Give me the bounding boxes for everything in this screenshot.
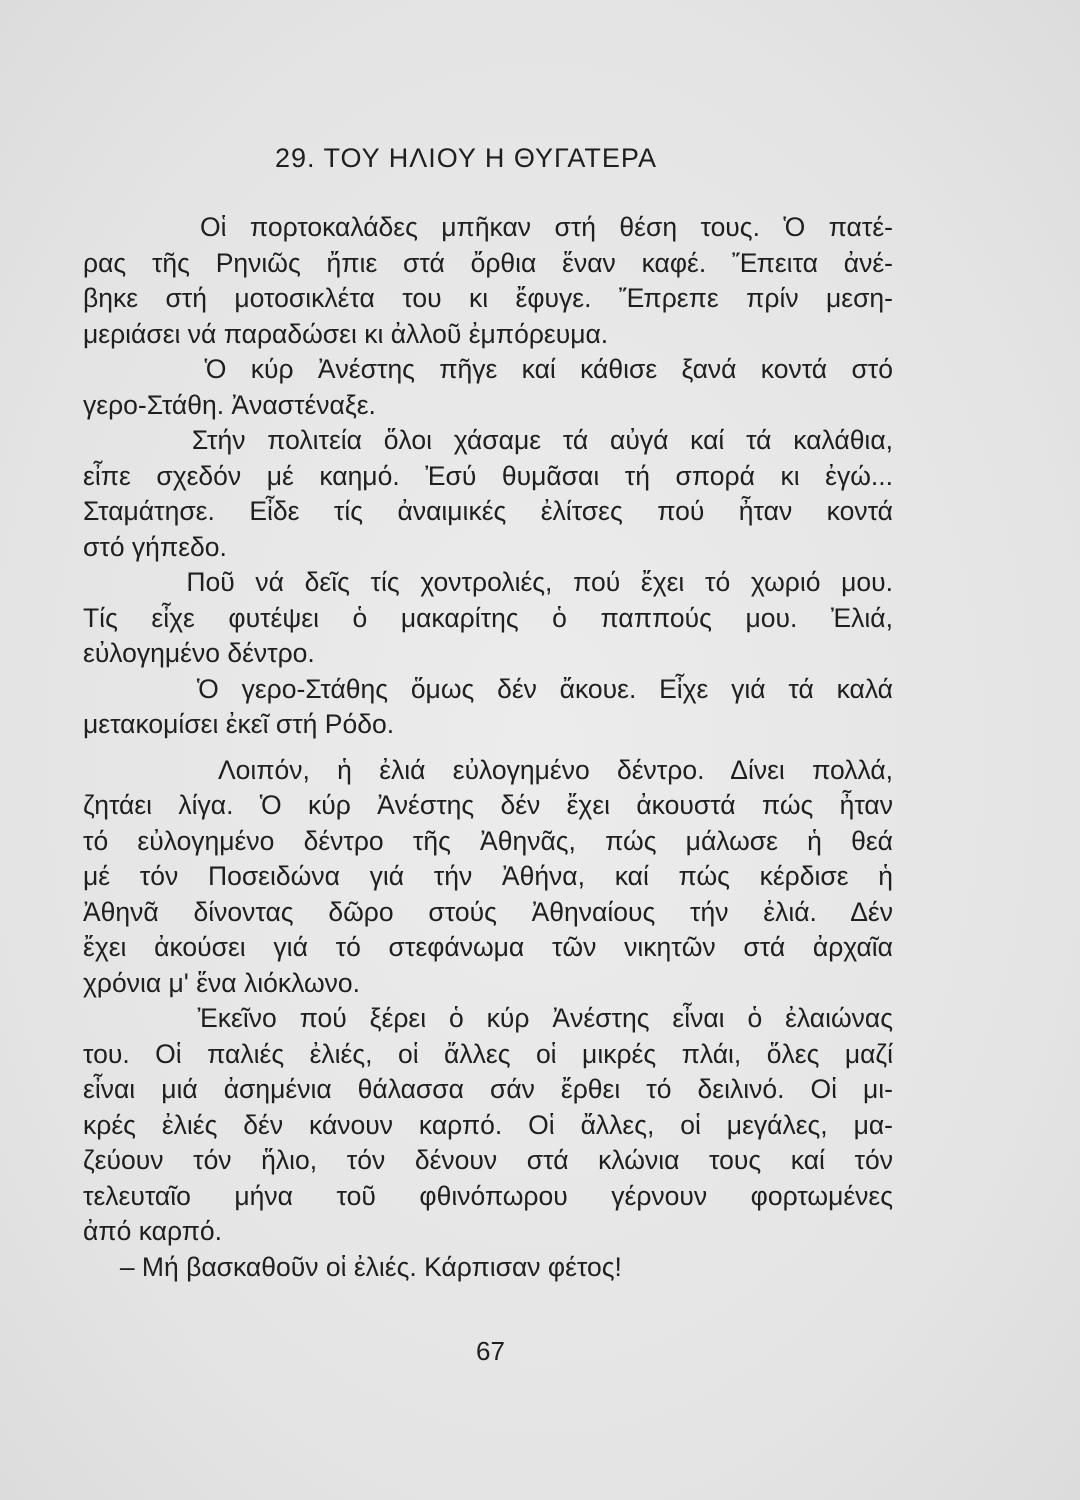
text-line: Σταμάτησε. Εἶδε τίς ἀναιμικές ἐλίτσες πού ἦταν κοντά xyxy=(83,496,893,526)
text-line: στό γήπεδο. xyxy=(83,531,227,562)
text-line: Ποῦ νά δεῖς τίς χοντρολιές, πού ἔχει τό χωριό μου. xyxy=(83,567,893,597)
text-line: Ὁ γερο-Στάθης ὅμως δέν ἄκουε. Εἶχε γιά τά καλά xyxy=(83,673,893,704)
text-line: Στήν πολιτεία ὅλοι χάσαμε τά αὐγά καί τά καλάθια, xyxy=(83,425,893,455)
text-line: εἶναι μιά ἀσημένια θάλασσα σάν ἔρθει τό δειλινό. Οἱ μι- xyxy=(83,1074,893,1104)
paragraph-gap xyxy=(83,743,893,753)
text-line: Τίς εἶχε φυτέψει ὁ μακαρίτης ὁ παππούς μου. Ἐλιά, xyxy=(83,602,893,633)
chapter-title: 29. ΤΟΥ ΗΛΙΟΥ Η ΘΥΓΑΤΕΡΑ xyxy=(275,143,657,173)
text-line: – Μή βασκαθοῦν οἱ ἐλιές. Κάρπισαν φέτος! xyxy=(83,1251,622,1282)
page-number: 67 xyxy=(476,1336,505,1366)
text-line: βηκε στή μοτοσικλέτα του κι ἔφυγε. Ἔπρεπε πρίν μεση- xyxy=(83,283,893,313)
text-line: τελευταῖο μήνα τοῦ φθινόπωρου γέρνουν φορτωμένες xyxy=(83,1180,893,1211)
text-line: μέ τόν Ποσειδώνα γιά τήν Ἀθήνα, καί πώς κέρδισε ἡ xyxy=(83,861,893,891)
text-line: Ὁ κύρ Ἀνέστης πῆγε καί κάθισε ξανά κοντά στό xyxy=(83,354,893,384)
text-line: μετακομίσει ἐκεῖ στή Ρόδο. xyxy=(83,709,395,739)
text-line: εἶπε σχεδόν μέ καημό. Ἐσύ θυμᾶσαι τή σπορά κι ἐγώ... xyxy=(83,460,893,491)
body-text xyxy=(83,210,893,1285)
text-line: ρας τῆς Ρηνιῶς ἤπιε στά ὄρθια ἕναν καφέ. Ἔπειτα ἀνέ- xyxy=(83,247,893,278)
text-line: Ἀθηνᾶ δίνοντας δῶρο στούς Ἀθηναίους τήν ἐλιά. Δέν xyxy=(83,896,893,927)
text-line: μεριάσει νά παραδώσει κι ἀλλοῦ ἐμπόρευμα. xyxy=(83,318,609,349)
text-line: κρές ἐλιές δέν κάνουν καρπό. Οἱ ἄλλες, οἱ μεγάλες, μα- xyxy=(83,1109,893,1140)
text-line: Λοιπόν, ἡ ἐλιά εὐλογημένο δέντρο. Δίνει πολλά, xyxy=(83,754,893,785)
text-line: του. Οἱ παλιές ἐλιές, οἱ ἄλλες οἱ μικρές πλάι, ὅλες μαζί xyxy=(83,1038,893,1069)
text-line: ἔχει ἀκούσει γιά τό στεφάνωμα τῶν νικητῶν στά ἀρχαῖα xyxy=(83,932,893,962)
text-line: χρόνια μ' ἕνα λιόκλωνο. xyxy=(83,967,360,998)
text-line: γερο-Στάθη. Ἀναστέναξε. xyxy=(83,389,376,420)
text-line: εὐλογημένο δέντρο. xyxy=(83,638,315,668)
text-line: ζητάει λίγα. Ὁ κύρ Ἀνέστης δέν ἔχει ἀκουστά πώς ἦταν xyxy=(83,790,893,820)
text-line: τό εὐλογημένο δέντρο τῆς Ἀθηνᾶς, πώς μάλωσε ἡ θεά xyxy=(83,825,893,856)
text-line: ζεύουν τόν ἥλιο, τόν δένουν στά κλώνια τους καί τόν xyxy=(83,1145,893,1175)
text-line: ἀπό καρπό. xyxy=(83,1216,223,1246)
text-line: Οἱ πορτοκαλάδες μπῆκαν στή θέση τους. Ὁ πατέ- xyxy=(83,212,893,242)
text-line: Ἐκεῖνο πού ξέρει ὁ κύρ Ἀνέστης εἶναι ὁ ἐλαιώνας xyxy=(83,1003,893,1033)
